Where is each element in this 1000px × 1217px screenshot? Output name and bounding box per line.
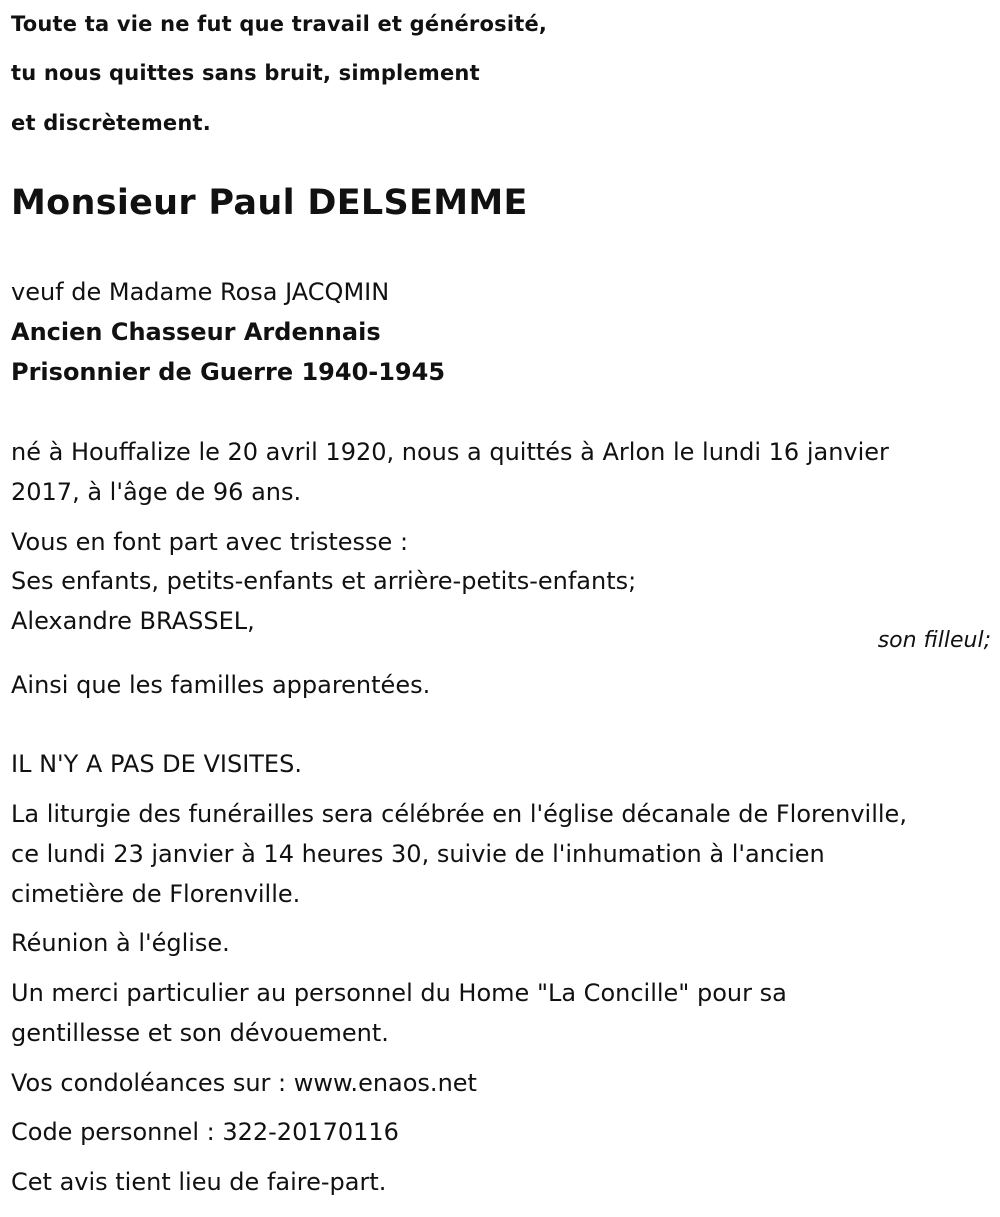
deceased-name: Monsieur Paul DELSEMME [11, 183, 528, 223]
personal-code: Code personnel : 322-20170116 [11, 1118, 399, 1146]
birth-death-line: né à Houffalize le 20 avril 1920, nous a quittés à Arlon le lundi 16 janvier [11, 438, 889, 466]
family-line: Ses enfants, petits-enfants et arrière-petits-enfants; [11, 567, 637, 595]
condolences-line: Vos condoléances sur : www.enaos.net [11, 1069, 477, 1097]
thanks-line: gentillesse et son dévouement. [11, 1019, 389, 1047]
title-line: Prisonnier de Guerre 1940-1945 [11, 358, 446, 386]
meeting-line: Réunion à l'église. [11, 929, 230, 957]
relatives-line: Ainsi que les familles apparentées. [11, 671, 431, 699]
liturgy-line: cimetière de Florenville. [11, 880, 301, 908]
godson-name: Alexandre BRASSEL, [11, 607, 255, 635]
family-intro: Vous en font part avec tristesse : [11, 528, 409, 556]
closing-line: Cet avis tient lieu de faire-part. [11, 1168, 387, 1196]
no-visits-notice: IL N'Y A PAS DE VISITES. [11, 750, 302, 778]
epitaph-line: et discrètement. [11, 111, 211, 135]
liturgy-line: La liturgie des funérailles sera célébrée en l'église décanale de Florenville, [11, 800, 907, 828]
epitaph-line: tu nous quittes sans bruit, simplement [11, 61, 480, 85]
thanks-line: Un merci particulier au personnel du Home "La Concille" pour sa [11, 979, 787, 1007]
title-line: Ancien Chasseur Ardennais [11, 318, 381, 346]
liturgy-line: ce lundi 23 janvier à 14 heures 30, suivie de l'inhumation à l'ancien [11, 840, 825, 868]
spouse-line: veuf de Madame Rosa JACQMIN [11, 278, 390, 306]
godson-role: son filleul; [877, 628, 991, 653]
birth-death-line: 2017, à l'âge de 96 ans. [11, 478, 302, 506]
epitaph-line: Toute ta vie ne fut que travail et générosité, [11, 12, 548, 36]
